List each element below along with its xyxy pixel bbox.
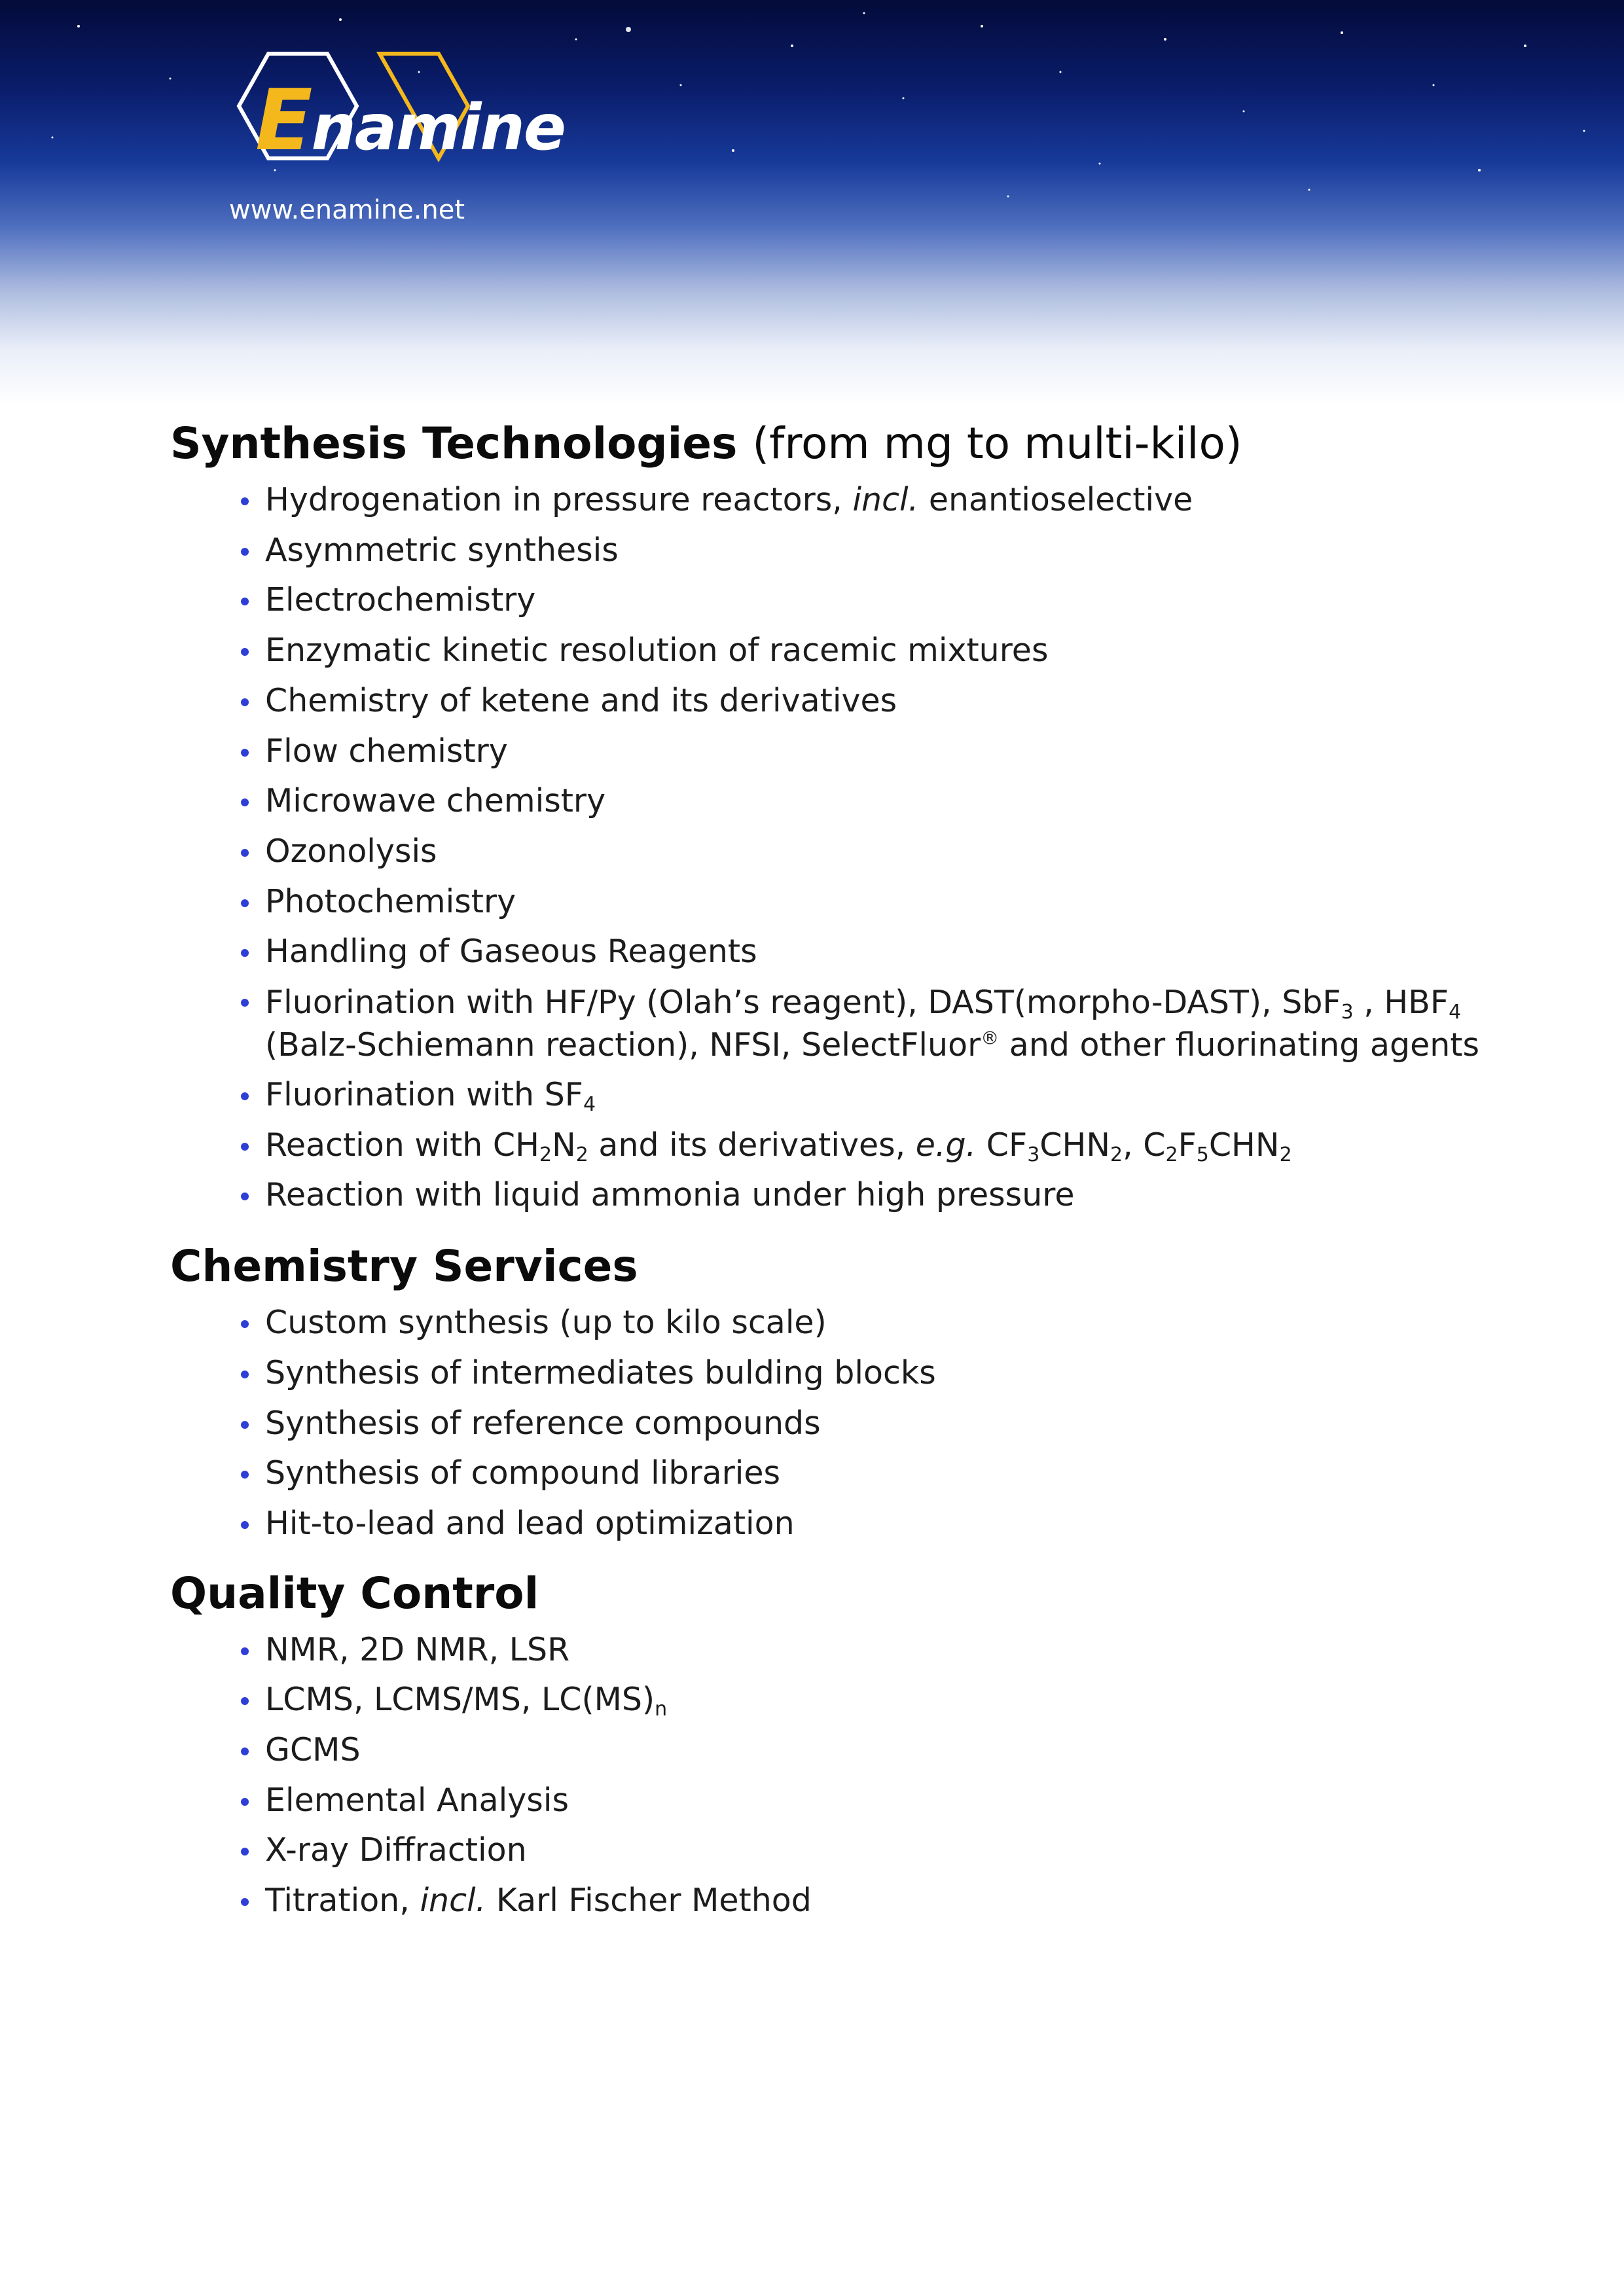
list-item: Electrochemistry	[170, 575, 1479, 626]
list-item: Photochemistry	[170, 877, 1479, 927]
list-item: Fluorination with HF/Py (Olah’s reagent), DAST(morpho-DAST), SbF$_3$ , $HBF_4$ (Balz-Schiemann reaction), NFSI, SelectFluor® and other fluorinating agents	[170, 977, 1479, 1070]
quality-heading: Quality Control	[170, 1568, 539, 1619]
website-url[interactable]: www.enamine.net	[229, 195, 465, 225]
list-item: Ozonolysis	[170, 827, 1479, 877]
list-item: Elemental Analysis	[170, 1776, 1479, 1826]
list-item: Synthesis of reference compounds	[170, 1399, 1479, 1449]
list-item: Chemistry of ketene and its derivatives	[170, 676, 1479, 726]
list-item: Hydrogenation in pressure reactors, incl. enantioselective	[170, 475, 1479, 526]
document-body	[170, 412, 1479, 1926]
list-item: Enzymatic kinetic resolution of racemic mixtures	[170, 626, 1479, 676]
list-item: Titration, incl. Karl Fischer Method	[170, 1876, 1479, 1926]
synthesis-heading: Synthesis Technologies (from mg to multi-kilo)	[170, 418, 1242, 469]
header-banner	[0, 0, 1624, 406]
list-item: Reaction with $CH_2N_2$ and its derivatives, e.g. $CF_3CHN_2$, $C_2F_5CHN_2$	[170, 1121, 1479, 1171]
list-item: Synthesis of compound libraries	[170, 1448, 1479, 1499]
services-heading: Chemistry Services	[170, 1241, 638, 1292]
list-item: Asymmetric synthesis	[170, 526, 1479, 576]
services-list	[170, 1298, 1479, 1549]
list-item: Hit-to-lead and lead optimization	[170, 1499, 1479, 1549]
list-item: Reaction with liquid ammonia under high pressure	[170, 1170, 1479, 1221]
list-item: Synthesis of intermediates bulding blocks	[170, 1348, 1479, 1399]
list-item: Flow chemistry	[170, 726, 1479, 777]
list-item: Microwave chemistry	[170, 776, 1479, 827]
list-item: X-ray Diffraction	[170, 1825, 1479, 1876]
quality-list	[170, 1625, 1479, 1926]
list-item: NMR, 2D NMR, LSR	[170, 1625, 1479, 1676]
list-item: GCMS	[170, 1725, 1479, 1776]
list-item: Fluorination with $SF_4$	[170, 1070, 1479, 1121]
list-item: Custom synthesis (up to kilo scale)	[170, 1298, 1479, 1348]
logo-wordmark: Enamine	[255, 72, 565, 170]
list-item: LCMS, LCMS/MS, $LC(MS)_n$	[170, 1675, 1479, 1725]
enamine-logo	[229, 41, 565, 185]
list-item: Handling of Gaseous Reagents	[170, 927, 1479, 977]
synthesis-list	[170, 475, 1479, 1221]
